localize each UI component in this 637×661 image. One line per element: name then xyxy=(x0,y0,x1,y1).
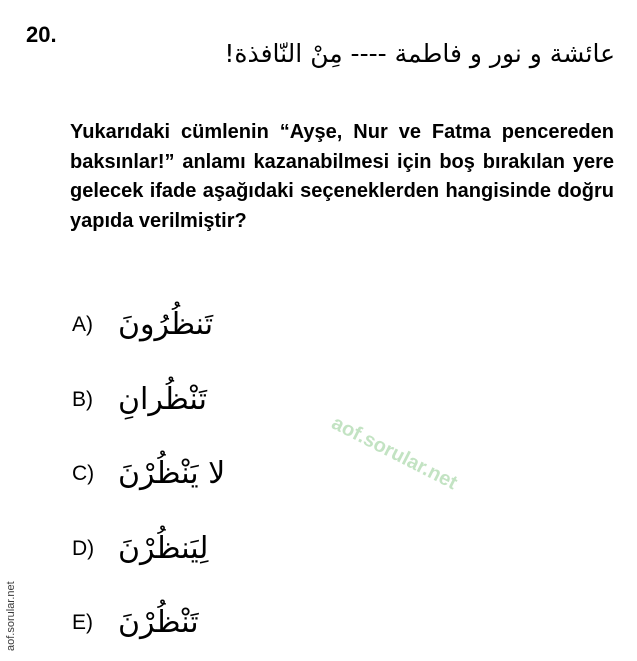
option-text: تَنظُرُونَ xyxy=(118,307,214,343)
option-text: لا يَنْظُرْنَ xyxy=(118,456,226,492)
option-letter: D) xyxy=(72,536,95,560)
watermark-vertical: aof.sorular.net xyxy=(5,581,17,651)
question-number: 20. xyxy=(26,22,57,47)
option-text: تَنْظُرْنَ xyxy=(118,605,199,641)
question-text: Yukarıdaki cümlenin “Ayşe, Nur ve Fatma pencereden baksınlar!” anlamı kazanabilmesi için boş bırakılan yere gelecek ifade aşağıdaki seçeneklerden hangisinde doğru yapıda verilmiştir? xyxy=(70,121,614,232)
option-b[interactable] xyxy=(72,363,272,438)
option-c[interactable] xyxy=(72,437,272,512)
arabic-sentence: عائشة و نور و فاطمة ---- مِنْ النّافذة! xyxy=(224,39,615,68)
option-letter: B) xyxy=(72,387,93,411)
option-e[interactable] xyxy=(72,586,272,661)
option-d[interactable] xyxy=(72,512,272,587)
option-text: تَنْظُرانِ xyxy=(118,381,207,417)
watermark-diagonal: aof.sorular.net xyxy=(328,412,461,495)
option-text: لِيَنظُرْنَ xyxy=(118,530,209,566)
option-a[interactable] xyxy=(72,288,272,363)
answer-options xyxy=(72,288,272,661)
option-letter: A) xyxy=(72,313,93,337)
option-letter: E) xyxy=(72,611,93,635)
option-letter: C) xyxy=(72,462,95,486)
